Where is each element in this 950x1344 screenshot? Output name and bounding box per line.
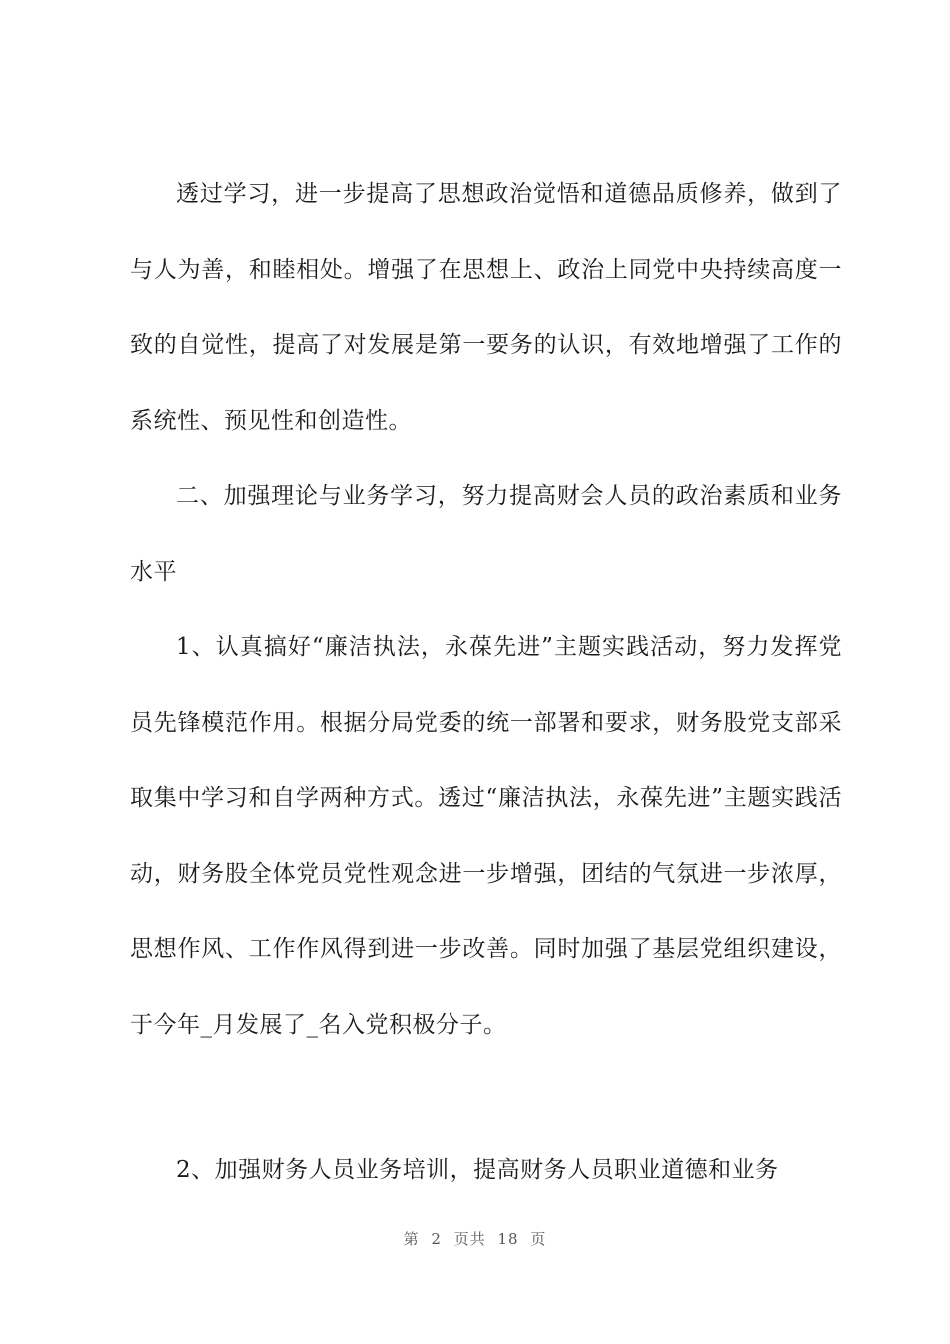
page-number-footer: 第 2 页共 18 页 xyxy=(403,1230,547,1248)
paragraph-study-results: 透过学习，进一步提高了思想政治觉悟和道德品质修养，做到了与人为善，和睦相处。增强了在思想上、政治上同党中央持续高度一致的自觉性，提高了对发展是第一要务的认识，有效地增强了工作的系统性、预见性和创造性。 xyxy=(130,181,842,434)
paragraph-practice-activity: 1、认真搞好“廉洁执法，永葆先进”主题实践活动，努力发挥党员先锋模范作用。根据分局党委的统一部署和要求，财务股党支部采取集中学习和自学两种方式。透过“廉洁执法，永葆先进”主题实践活动，财务股全体党员党性观念进一步增强，团结的气氛进一步浓厚，思想作风、工作作风得到进一步改善。同时加强了基层党组织建设，于今年_月发展了_名入党积极分子。 xyxy=(130,634,842,1038)
section-heading-theory-study: 二、加强理论与业务学习，努力提高财会人员的政治素质和业务水平 xyxy=(130,483,842,585)
paragraph-staff-training: 2、加强财务人员业务培训，提高财务人员职业道德和业务 xyxy=(176,1157,779,1183)
